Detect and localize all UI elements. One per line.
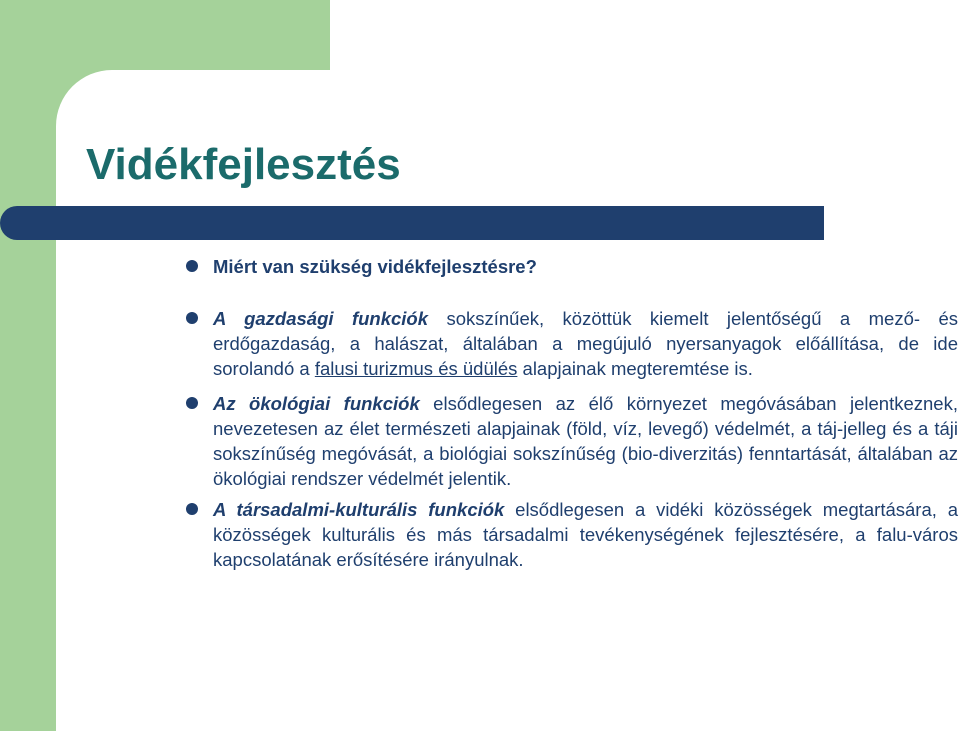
economic-text-2: alapjainak megteremtése is. xyxy=(517,358,753,379)
bullet-item-economic xyxy=(186,306,958,381)
bullet-list xyxy=(186,254,958,572)
bullet-item-ecological xyxy=(186,391,958,491)
decorative-green-strip xyxy=(0,0,56,731)
bullet-item-social-cultural xyxy=(186,497,958,572)
social-cultural-lead: A társadalmi-kulturális funkciók xyxy=(213,499,505,520)
rural-tourism-link[interactable]: falusi turizmus és üdülés xyxy=(314,358,518,379)
ecological-text: elsődlegesen az élő környezet megóvásában jelentkeznek, nevezetesen az élet természeti alapjainak (föld, víz, levegő) védelmét, a táj-jelleg és a táji sokszínűség megóvását, a biológiai sokszínűség (bio-diverzitás) fenntartását, általában az ökológiai rendszer védelmét jelentik. xyxy=(213,393,958,489)
economic-lead: A gazdasági funkciók xyxy=(213,308,429,329)
question-text: Miért van szükség vidékfejlesztésre? xyxy=(213,256,537,277)
slide-title: Vidékfejlesztés xyxy=(86,140,401,189)
title-underline-bar xyxy=(0,206,824,240)
social-cultural-text: elsődlegesen a vidéki közösségek megtartására, a közösségek kulturális és más társadalmi tevékenységének fejlesztésére, a falu-város kapcsolatának erősítésére irányulnak. xyxy=(213,499,958,570)
ecological-lead: Az ökológiai funkciók xyxy=(213,393,420,414)
bullet-dot-icon xyxy=(186,260,198,272)
bullet-dot-icon xyxy=(186,312,198,324)
bullet-item-question xyxy=(186,254,958,279)
bullet-dot-icon xyxy=(186,503,198,515)
economic-text-1: sokszínűek, közöttük kiemelt jelentőségű a mező- és erdőgazdaság, a halászat, általában a megújuló nyersanyagok előállítása, de ide sorolandó a xyxy=(213,308,958,379)
bullet-dot-icon xyxy=(186,397,198,409)
